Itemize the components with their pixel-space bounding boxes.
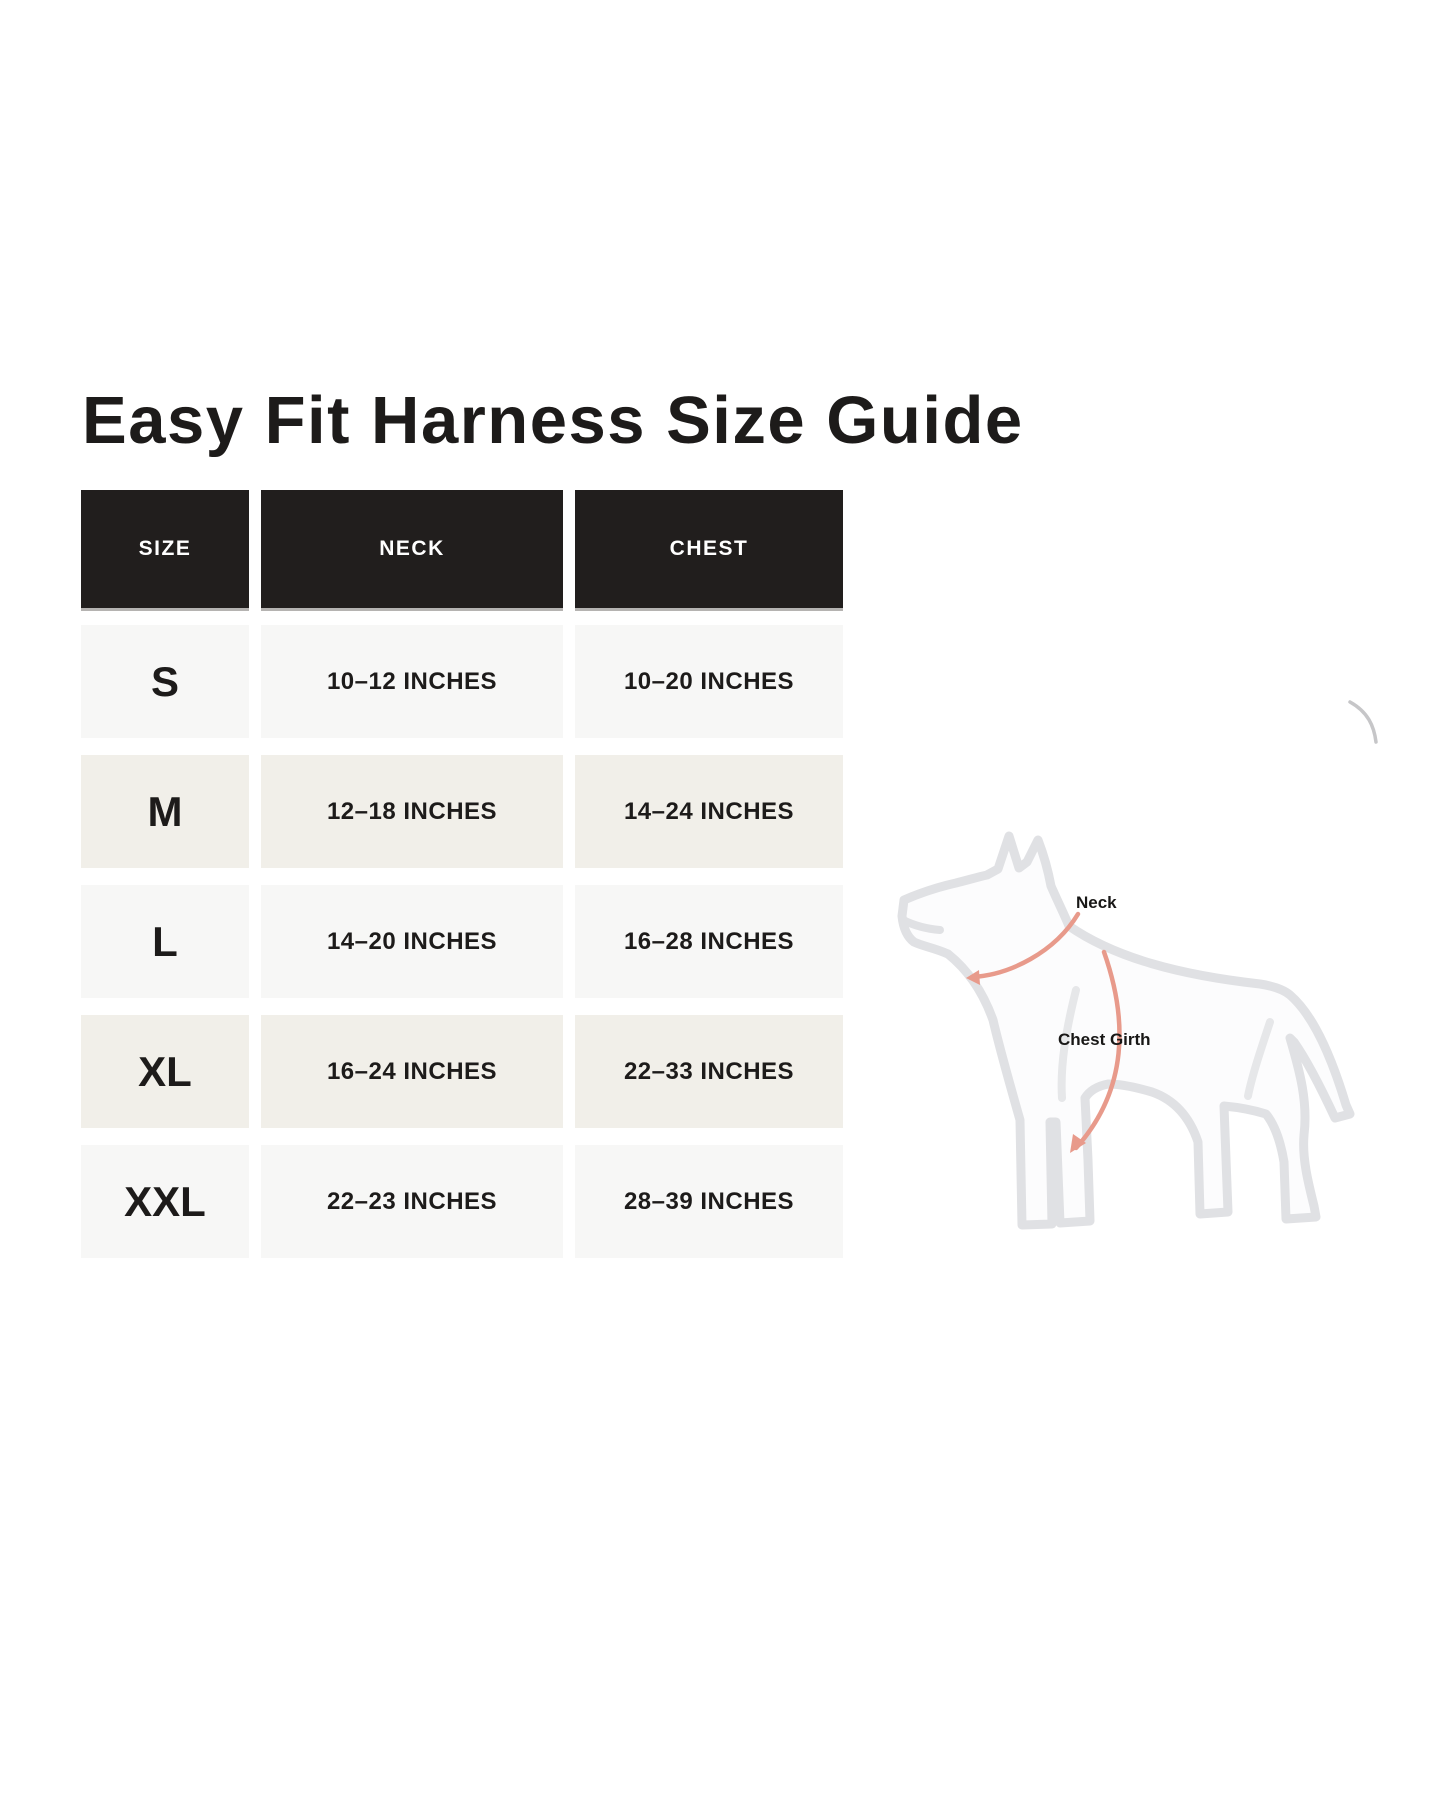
table-row-s-chest: 10–20 INCHES — [575, 625, 843, 738]
column-header-chest: CHEST — [575, 490, 843, 608]
table-row-xl-size: XL — [81, 1015, 249, 1128]
table-row-m-neck: 12–18 INCHES — [261, 755, 563, 868]
chest-girth-label: Chest Girth — [1058, 1030, 1151, 1049]
table-row-xl-chest: 22–33 INCHES — [575, 1015, 843, 1128]
column-header-neck: NECK — [261, 490, 563, 608]
table-row-xxl-chest: 28–39 INCHES — [575, 1145, 843, 1258]
table-row-xxl-neck: 22–23 INCHES — [261, 1145, 563, 1258]
table-row-m-size: M — [81, 755, 249, 868]
table-row-l-chest: 16–28 INCHES — [575, 885, 843, 998]
table-row-xl-neck: 16–24 INCHES — [261, 1015, 563, 1128]
dog-measurement-diagram — [880, 690, 1380, 1260]
decorative-curve — [1350, 702, 1376, 742]
table-row-l-size: L — [81, 885, 249, 998]
table-row-m-chest: 14–24 INCHES — [575, 755, 843, 868]
table-row-s-size: S — [81, 625, 249, 738]
neck-label: Neck — [1076, 893, 1117, 912]
table-row-xxl-size: XXL — [81, 1145, 249, 1258]
dog-illustration — [880, 690, 1380, 1260]
table-row-s-neck: 10–12 INCHES — [261, 625, 563, 738]
size-chart-table — [81, 490, 843, 1258]
column-header-size: SIZE — [81, 490, 249, 608]
table-row-l-neck: 14–20 INCHES — [261, 885, 563, 998]
page-title: Easy Fit Harness Size Guide — [82, 383, 1024, 458]
